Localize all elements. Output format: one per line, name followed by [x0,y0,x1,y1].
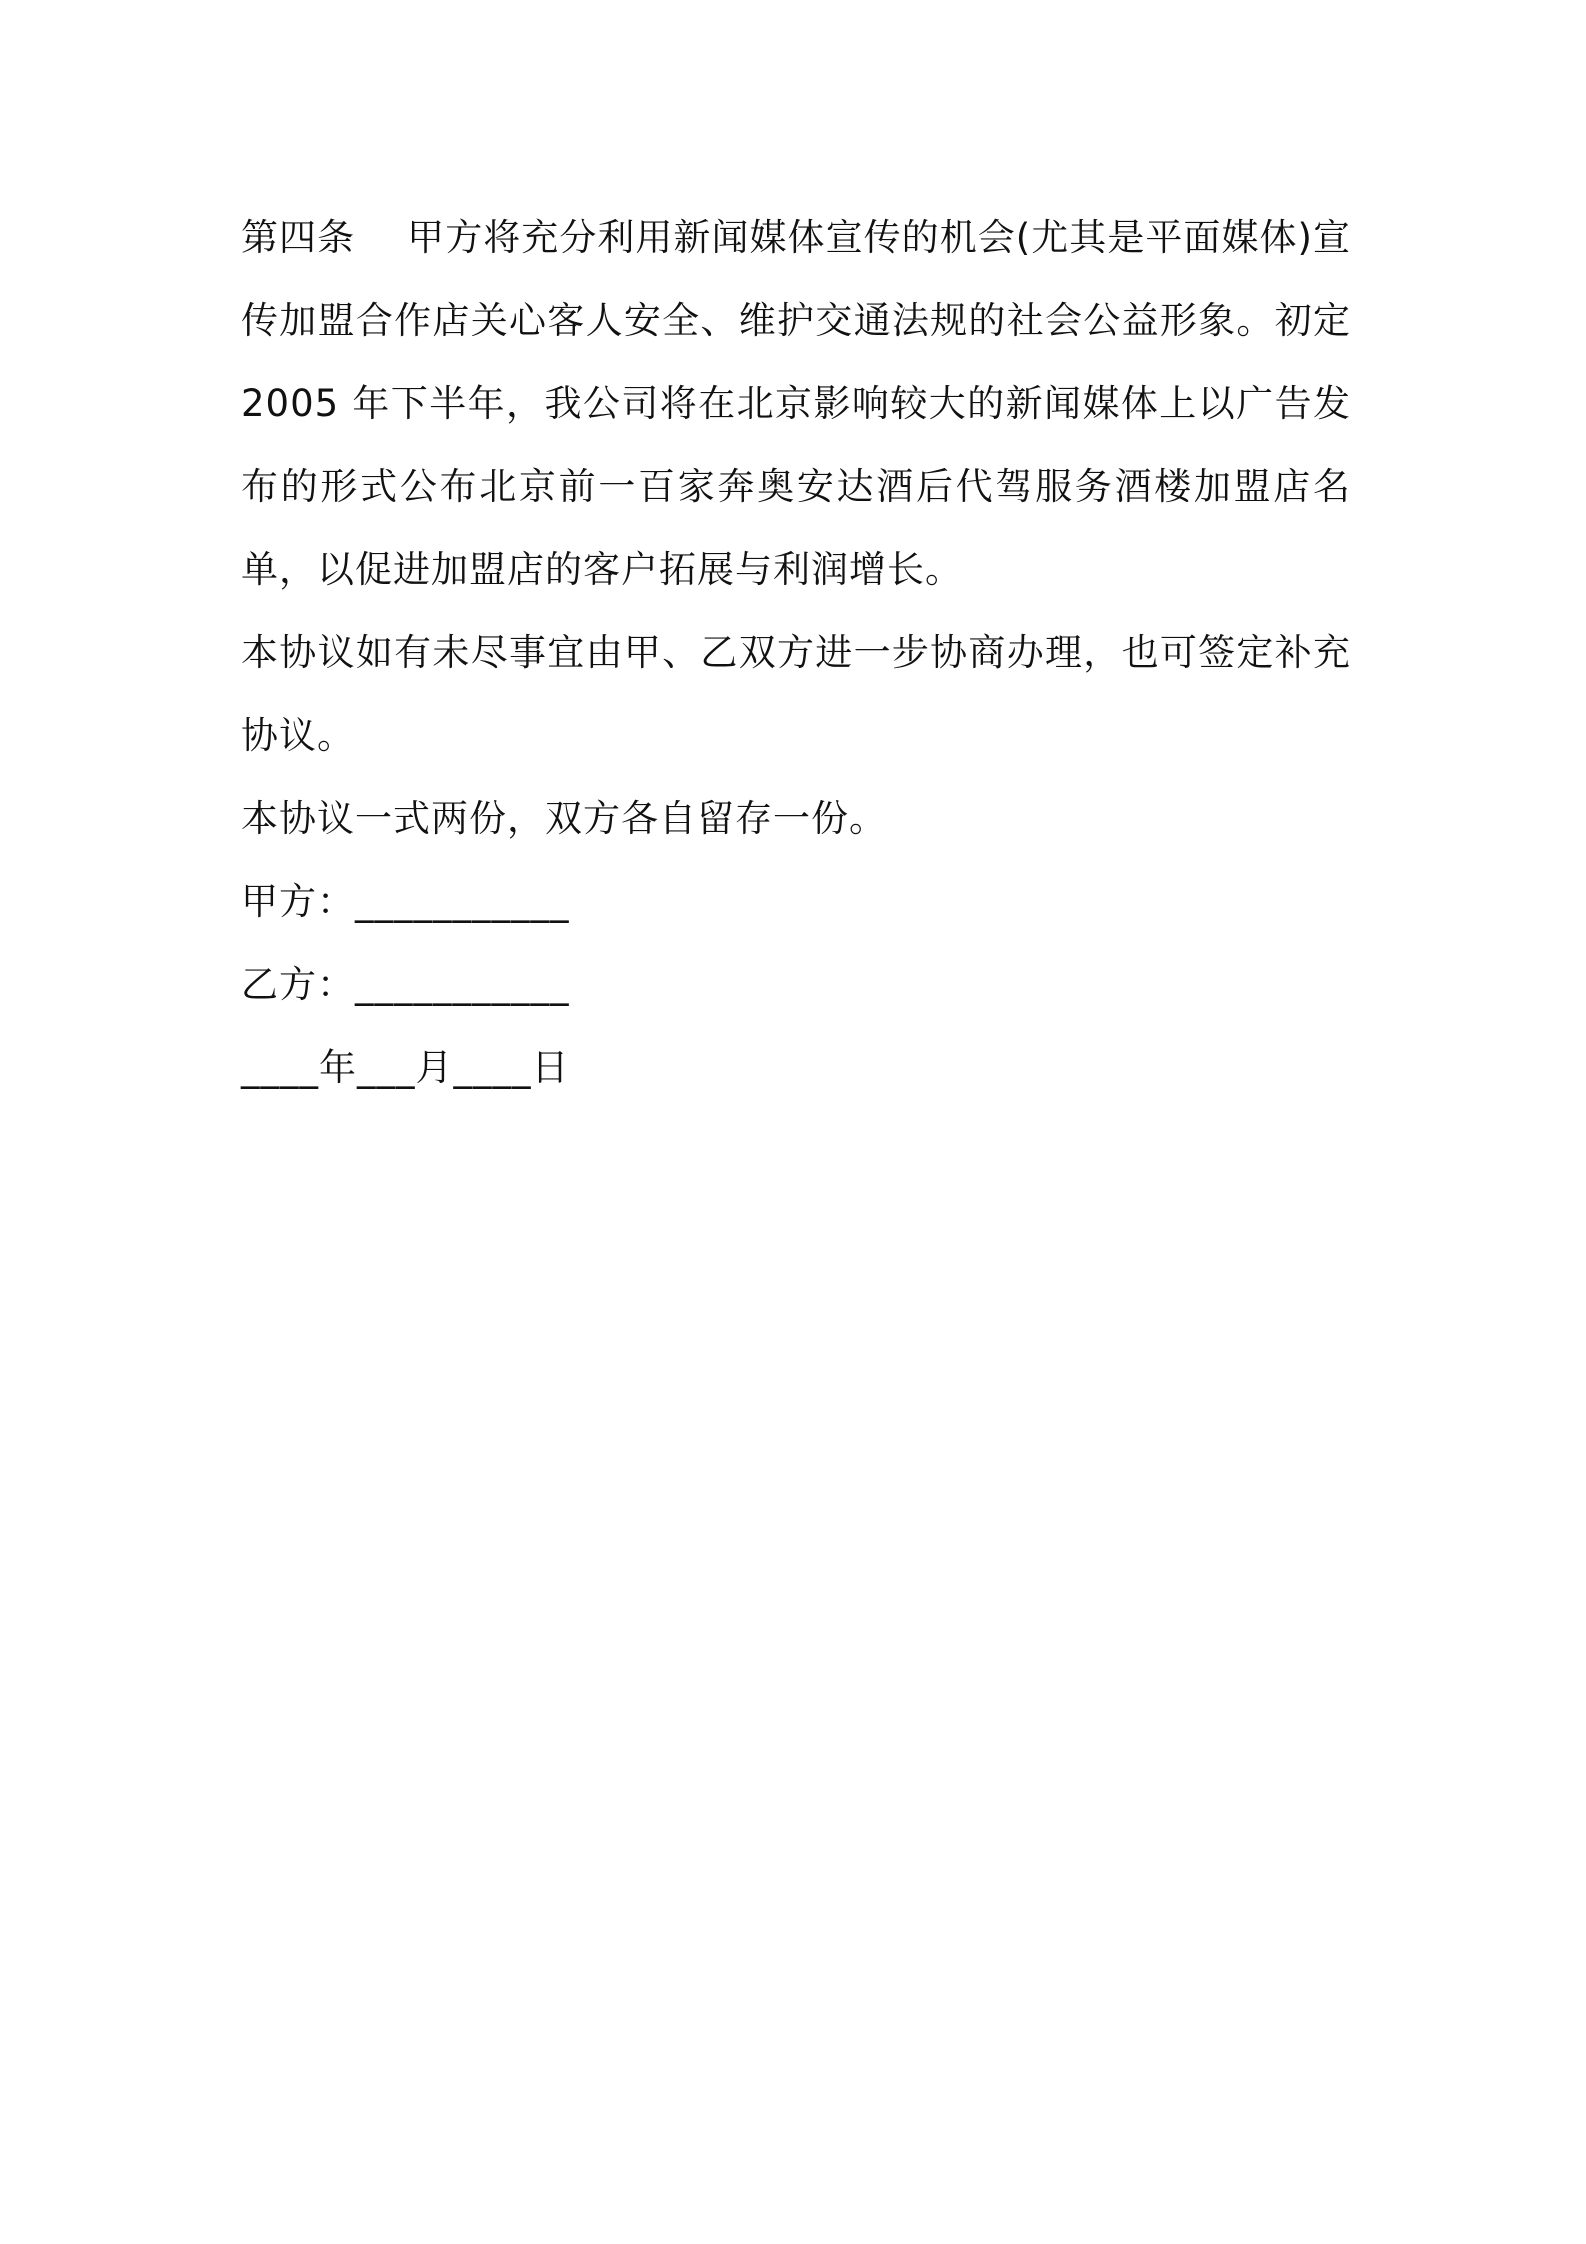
article-4-heading: 第四条 [241,216,356,259]
copies-clause: 本协议一式两份，双方各自留存一份。 [241,797,887,840]
document-body [241,196,1351,1109]
party-a-signature-line: 甲方：___________ [241,880,570,923]
supplement-clause: 本协议如有未尽事宜由甲、乙双方进一步协商办理，也可签定补充协议。 [241,631,1351,757]
article-4-body: 甲方将充分利用新闻媒体宣传的机会(尤其是平面媒体)宣传加盟合作店关心客人安全、维护交通法规的社会公益形象。初定 2005 年下半年，我公司将在北京影响较大的新闻媒体上以广告发布的形式公布北京前一百家奔奥安达酒后代驾服务酒楼加盟店名单，以促进加盟店的客户拓展与利润增长。 [241,216,1352,591]
article-4-paragraph [241,196,1351,611]
date-line: ____年___月____日 [241,1046,570,1089]
party-b-signature-line: 乙方：___________ [241,963,570,1006]
